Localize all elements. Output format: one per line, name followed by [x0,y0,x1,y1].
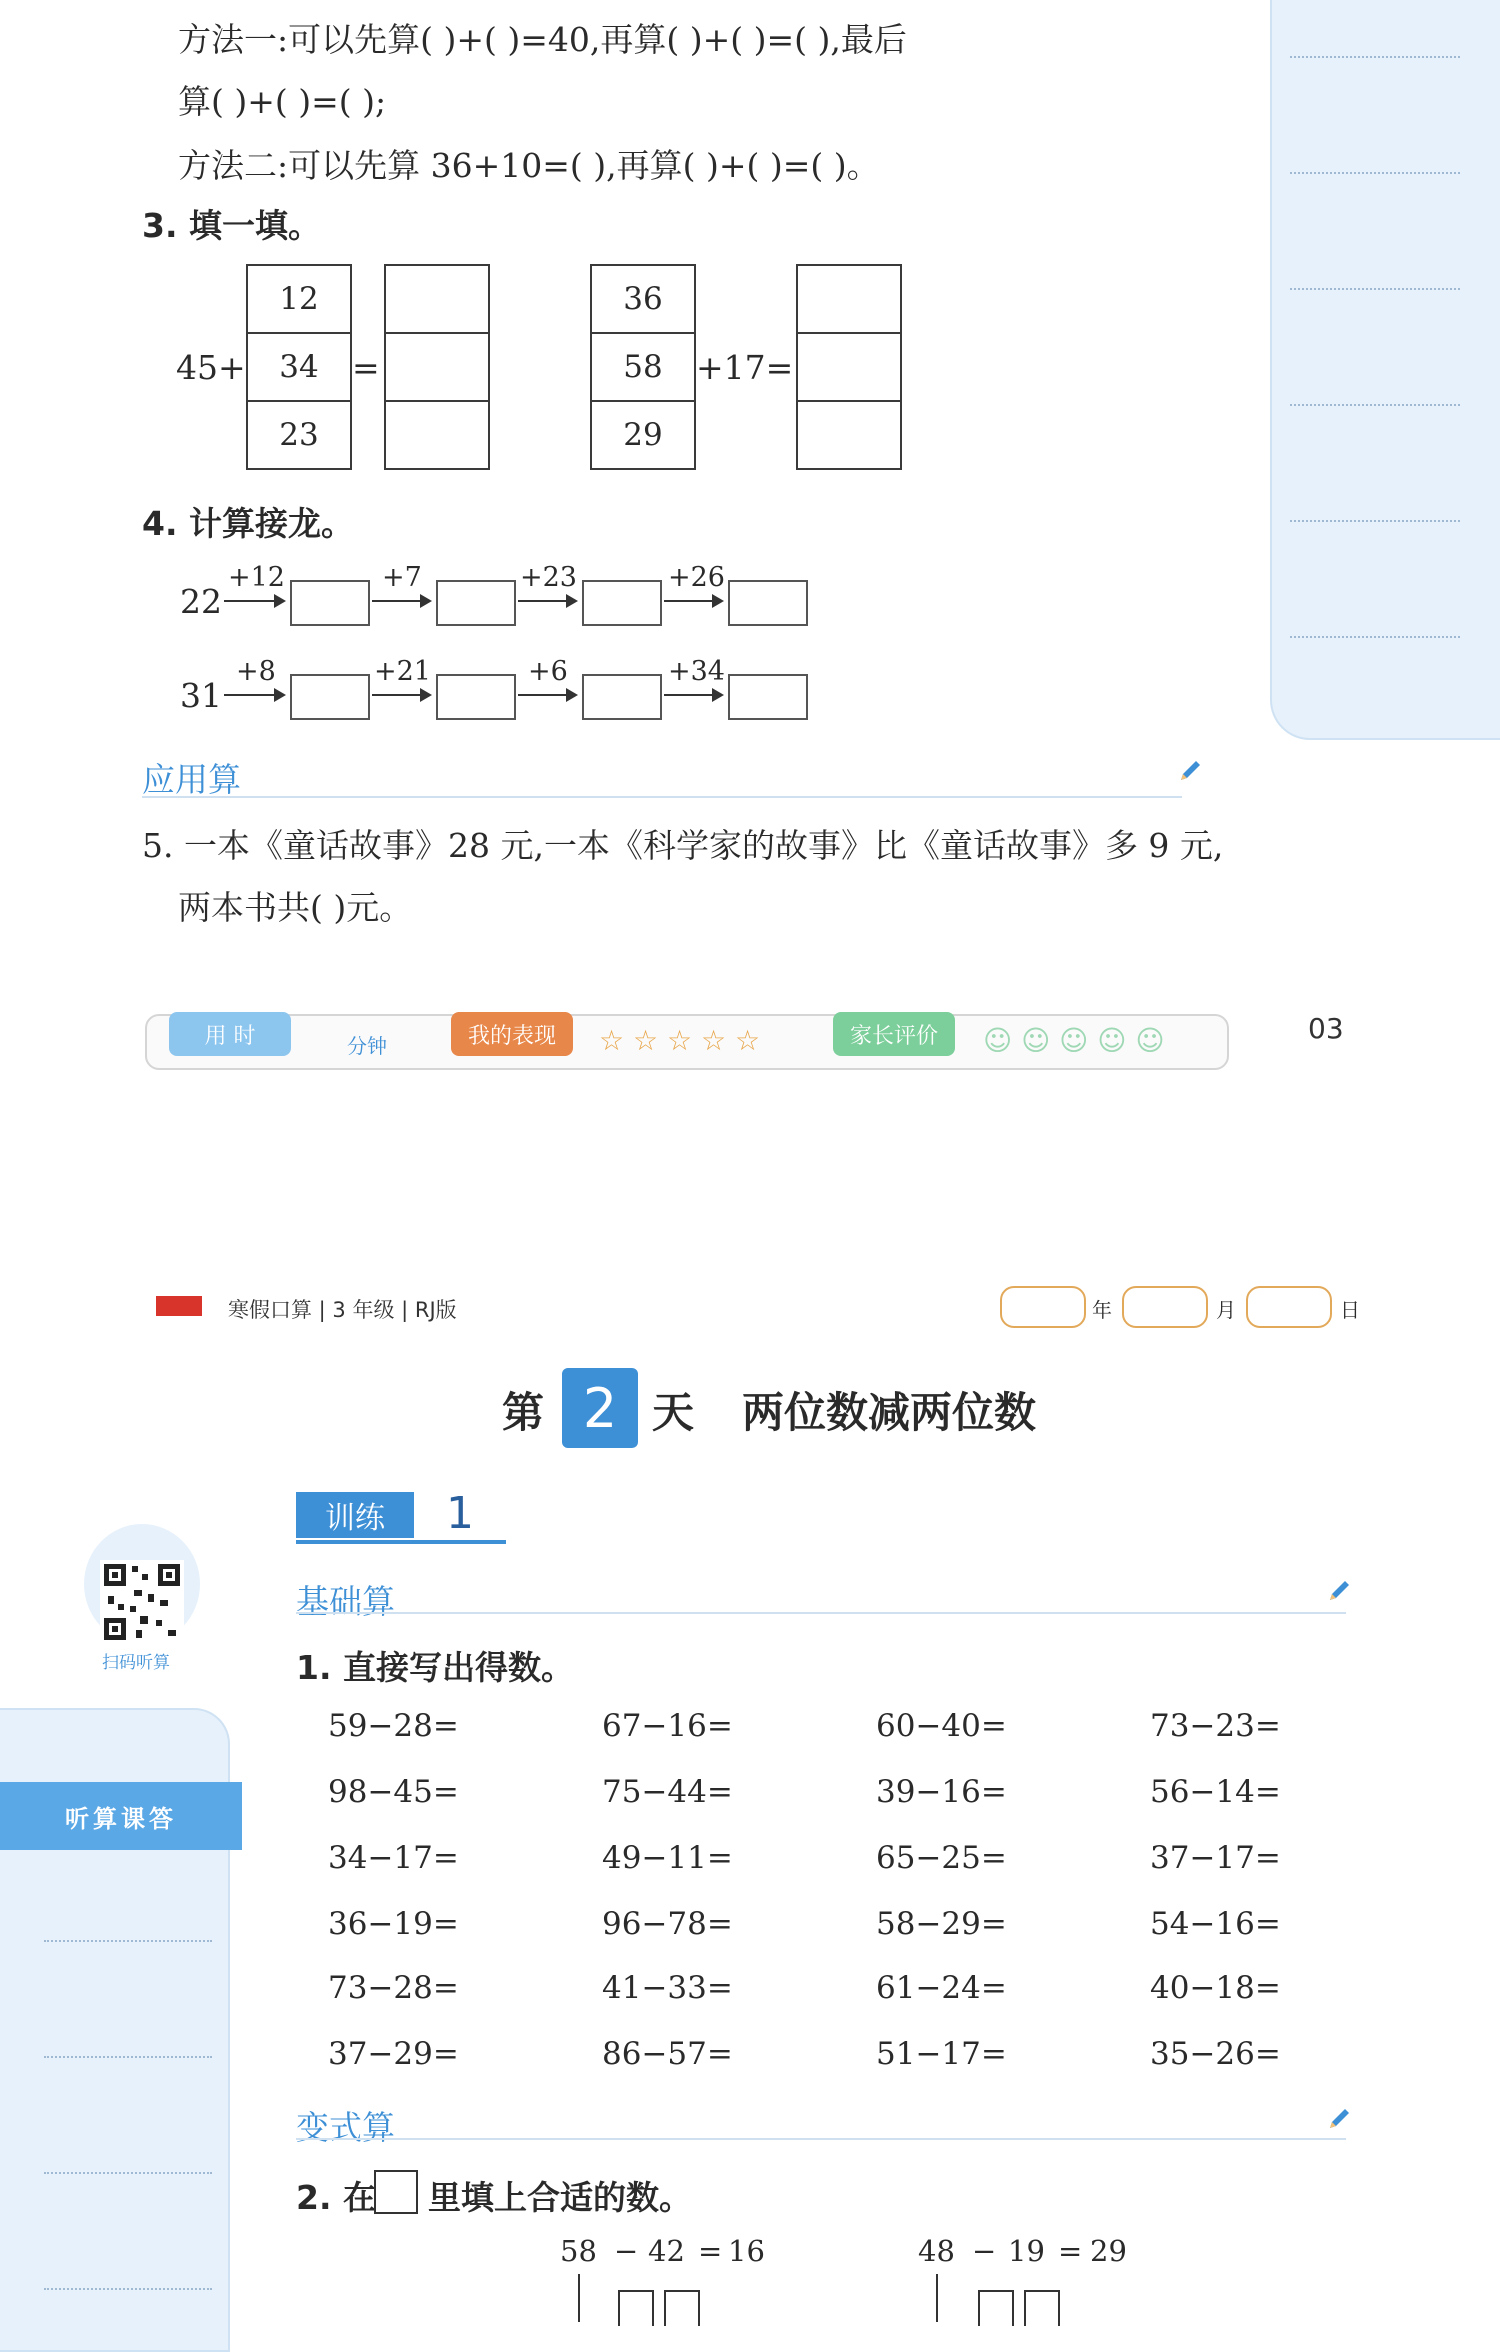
note-line [44,1940,212,1942]
note-line [1290,288,1460,290]
q2-eq1-term: 16 [728,2234,765,2268]
q3-answer-box[interactable] [384,264,490,334]
q2-eq2-term: 29 [1090,2234,1127,2268]
note-line [44,2056,212,2058]
title-suffix: 天 [652,1388,695,1437]
book-header: 寒假口算 | 3 年级 | RJ版 [228,1298,457,1322]
equation: 96−78= [602,1906,733,1942]
star-rating[interactable]: ☆ ☆ ☆ ☆ ☆ [599,1024,761,1057]
note-line [1290,172,1460,174]
date-month-label: 月 [1216,1298,1236,1322]
chain2-op: +21 [374,656,431,687]
q3-left-value: 23 [246,400,352,470]
q5-line1: 5. 一本《童话故事》28 元,一本《科学家的故事》比《童话故事》多 9 元, [142,826,1224,865]
chain1-op: +26 [668,562,725,593]
equation: 34−17= [328,1840,459,1876]
equation: 40−18= [1150,1970,1281,2006]
arrow-icon [518,694,576,696]
q2-suffix: 里填上合适的数。 [428,2178,692,2217]
basic-section-title: 基础算 [296,1582,395,1621]
chain2-op: +8 [236,656,276,687]
equation: 56−14= [1150,1774,1281,1810]
arrow-icon [518,600,576,602]
note-line [44,2172,212,2174]
equation: 37−29= [328,2036,459,2072]
equation: 86−57= [602,2036,733,2072]
pencil-icon [1324,1576,1354,1606]
method2-line: 方法二:可以先算 36+10=( ),再算( )+( )=( )。 [178,146,880,185]
equation: 39−16= [876,1774,1007,1810]
equation: 58−29= [876,1906,1007,1942]
chain2-start: 31 [180,676,222,715]
arrow-icon [224,600,284,602]
arrow-icon [372,600,430,602]
qr-code-icon[interactable] [100,1560,184,1644]
q2-prefix: 2. 在 [296,2178,376,2217]
date-year-label: 年 [1092,1298,1112,1322]
q3-title: 3. 填一填。 [142,206,321,245]
split-box[interactable] [978,2290,1014,2326]
blank-box-icon [374,2170,418,2214]
chain1-op: +12 [228,562,285,593]
q3-answer-box[interactable] [796,332,902,402]
q3-equals: = [352,348,380,387]
q3-right-value: 58 [590,332,696,402]
section-divider [296,2138,1346,2140]
q3-answer-box[interactable] [384,400,490,470]
equation: 67−16= [602,1708,733,1744]
q3-left-prefix: 45+ [176,348,246,387]
chain2-op: +6 [528,656,568,687]
q2-eq2-op: − [972,2234,997,2268]
equation: 49−11= [602,1840,733,1876]
arrow-icon [372,694,430,696]
method1-line1: 方法一:可以先算( )+( )=40,再算( )+( )=( ),最后 [178,20,907,59]
note-line [1290,56,1460,58]
q2-eq2-op: = [1058,2234,1083,2268]
equation: 65−25= [876,1840,1007,1876]
equation: 54−16= [1150,1906,1281,1942]
q2-eq1-term: 58 [560,2234,597,2268]
chain2-answer-box[interactable] [290,674,370,720]
variant-section-title: 变式算 [296,2108,395,2147]
q2-eq1-op: = [698,2234,723,2268]
chain1-answer-box[interactable] [436,580,516,626]
title-prefix: 第 [502,1388,545,1437]
equation: 35−26= [1150,2036,1281,2072]
q3-answer-box[interactable] [796,400,902,470]
note-line [1290,404,1460,406]
training-number: 1 [446,1488,474,1539]
q2-eq2-term: 48 [918,2234,955,2268]
equation: 59−28= [328,1708,459,1744]
parent-label: 家长评价 [833,1012,955,1056]
applied-section-title: 应用算 [142,760,241,799]
note-line [1290,520,1460,522]
pencil-icon [1175,756,1205,786]
brand-logo [156,1296,202,1316]
equation: 73−23= [1150,1708,1281,1744]
minutes-label: 分钟 [347,1034,387,1058]
training-label: 训练 [296,1492,414,1538]
equation: 36−19= [328,1906,459,1942]
split-line [578,2274,580,2322]
q3-right-suffix: +17= [696,348,794,387]
q3-left-value: 12 [246,264,352,334]
q3-answer-box[interactable] [796,264,902,334]
chain2-answer-box[interactable] [582,674,662,720]
listen-tab[interactable]: 听算课答 [0,1782,242,1850]
arrow-icon [664,694,722,696]
equation: 37−17= [1150,1840,1281,1876]
q3-answer-box[interactable] [384,332,490,402]
note-line [44,2288,212,2290]
method1-line2: 算( )+( )=( ); [178,82,387,121]
equation: 98−45= [328,1774,459,1810]
date-day-label: 日 [1340,1298,1360,1322]
q1-title: 1. 直接写出得数。 [296,1648,574,1687]
qr-caption: 扫码听算 [102,1653,170,1673]
chain1-op: +7 [382,562,422,593]
date-month-box[interactable] [1122,1286,1208,1328]
q2-eq2-term: 19 [1008,2234,1045,2268]
self-assessment-bar [145,1014,1229,1070]
q4-title: 4. 计算接龙。 [142,504,354,543]
split-line [936,2274,938,2322]
face-rating[interactable]: ☺ ☺ ☺ ☺ ☺ [983,1024,1165,1057]
chain1-answer-box[interactable] [582,580,662,626]
chain1-answer-box[interactable] [728,580,808,626]
q2-eq1-op: − [614,2234,639,2268]
title-topic: 两位数减两位数 [742,1388,1037,1437]
page-number: 03 [1308,1012,1344,1045]
arrow-icon [664,600,722,602]
split-box[interactable] [664,2290,700,2326]
q2-eq1-term: 42 [648,2234,685,2268]
day-number-badge: 2 [562,1368,638,1448]
equation: 41−33= [602,1970,733,2006]
section-divider [142,796,1182,798]
equation: 51−17= [876,2036,1007,2072]
q3-right-value: 29 [590,400,696,470]
notes-panel-top [1270,0,1500,740]
chain2-answer-box[interactable] [436,674,516,720]
performance-label: 我的表现 [451,1012,573,1056]
time-label: 用 时 [169,1012,291,1056]
date-day-box[interactable] [1246,1286,1332,1328]
q3-left-value: 34 [246,332,352,402]
arrow-icon [224,694,284,696]
equation: 75−44= [602,1774,733,1810]
chain1-start: 22 [180,582,222,621]
split-box[interactable] [618,2290,654,2326]
q3-right-value: 36 [590,264,696,334]
chain1-op: +23 [520,562,577,593]
split-box[interactable] [1024,2290,1060,2326]
training-underline [296,1540,506,1544]
chain2-op: +34 [668,656,725,687]
date-year-box[interactable] [1000,1286,1086,1328]
equation: 73−28= [328,1970,459,2006]
q5-line2: 两本书共( )元。 [178,888,413,927]
pencil-icon [1324,2104,1354,2134]
chain1-answer-box[interactable] [290,580,370,626]
note-line [1290,636,1460,638]
section-divider [296,1612,1346,1614]
equation: 60−40= [876,1708,1007,1744]
equation: 61−24= [876,1970,1007,2006]
chain2-answer-box[interactable] [728,674,808,720]
